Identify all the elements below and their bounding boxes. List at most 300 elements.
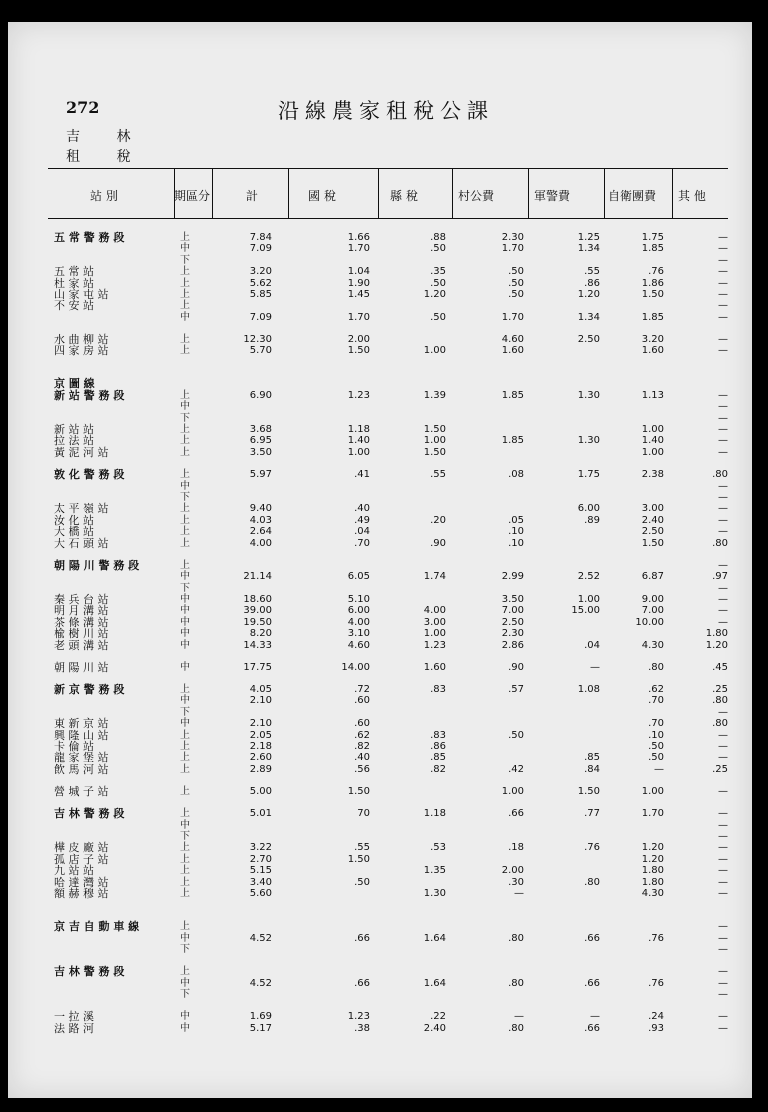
self-defense-fee-cell: 2.50 (641, 526, 664, 538)
period-cell: 上 (180, 966, 190, 978)
county-tax-cell: 1.50 (423, 424, 446, 436)
column-divider (528, 168, 529, 218)
village-fee-cell: .50 (508, 266, 524, 278)
period-cell: 上 (180, 334, 190, 346)
county-tax-cell: .83 (430, 684, 446, 695)
table-row (8, 503, 752, 515)
table-row (8, 334, 752, 346)
national-tax-cell: .70 (354, 537, 370, 549)
other-cell: — (718, 605, 728, 617)
table-row (8, 232, 752, 244)
national-tax-cell: 14.00 (341, 661, 370, 673)
other-cell: — (718, 853, 728, 865)
total-cell: 39.00 (243, 605, 272, 617)
village-fee-cell: .30 (508, 876, 524, 888)
station-name: 孤 店 子 站 (54, 852, 109, 866)
column-divider (452, 168, 453, 218)
county-tax-cell: .53 (430, 842, 446, 854)
military-police-fee-cell: 15.00 (571, 605, 600, 617)
table-row (8, 583, 752, 595)
county-tax-cell: .50 (430, 277, 446, 289)
station-name: 大 石 頭 站 (54, 536, 109, 550)
other-cell: — (718, 831, 728, 843)
county-tax-cell: .82 (430, 763, 446, 775)
station-name: 太 平 嶺 站 (54, 502, 109, 516)
self-defense-fee-cell: 1.00 (641, 446, 664, 458)
total-cell: 5.00 (249, 786, 272, 798)
section-name: 新 京 警 務 段 (54, 683, 125, 696)
total-cell: 4.05 (249, 684, 272, 695)
total-cell: 2.89 (249, 763, 272, 775)
table-row (8, 424, 752, 436)
other-cell: .80 (712, 537, 728, 549)
table-row (8, 786, 752, 798)
period-cell: 上 (180, 741, 190, 752)
total-cell: 8.20 (249, 628, 272, 640)
table-row (8, 492, 752, 504)
station-name: 黃 泥 河 站 (54, 445, 109, 459)
county-tax-cell: 1.30 (423, 888, 446, 900)
military-police-fee-cell: .85 (584, 752, 600, 764)
total-cell: 7.09 (249, 311, 272, 323)
section-name: 五 常 警 務 段 (54, 231, 125, 244)
other-cell: — (718, 593, 728, 605)
other-cell: .25 (712, 684, 728, 695)
period-cell: 上 (180, 446, 190, 458)
other-cell: — (718, 514, 728, 526)
total-cell: 19.50 (243, 616, 272, 628)
other-cell: — (718, 888, 728, 900)
station-name: 飲 馬 河 站 (54, 762, 109, 776)
period-cell: 中 (180, 593, 190, 605)
table-row (8, 481, 752, 493)
other-cell: — (718, 729, 728, 741)
table-row (8, 718, 752, 730)
self-defense-fee-cell: 3.20 (641, 334, 664, 346)
other-cell: 1.80 (705, 628, 728, 640)
village-fee-cell: .50 (508, 729, 524, 741)
self-defense-fee-cell: 1.00 (641, 786, 664, 798)
other-cell: — (718, 266, 728, 278)
national-tax-cell: 6.00 (347, 605, 370, 617)
county-tax-cell: 4.00 (423, 605, 446, 617)
total-cell: 3.50 (249, 446, 272, 458)
period-cell: 中 (180, 628, 190, 640)
period-cell: 上 (180, 389, 190, 401)
national-tax-cell: 1.50 (347, 786, 370, 798)
column-header-total: 計 (246, 189, 259, 203)
village-fee-cell: 2.99 (501, 571, 524, 583)
table-row (8, 617, 752, 629)
national-tax-cell: .82 (354, 741, 370, 752)
station-name: 龍 家 堡 站 (54, 751, 109, 765)
column-header-other: 其 他 (678, 189, 706, 203)
county-tax-cell: .50 (430, 243, 446, 255)
national-tax-cell: 3.10 (347, 628, 370, 640)
military-police-fee-cell: 1.34 (577, 243, 600, 255)
village-fee-cell: .08 (508, 469, 524, 481)
national-tax-cell: .40 (354, 752, 370, 764)
total-cell: 5.62 (249, 277, 272, 289)
other-cell: — (718, 943, 728, 955)
village-fee-cell: .80 (508, 932, 524, 944)
total-cell: 3.22 (249, 842, 272, 854)
national-tax-cell: 1.70 (347, 243, 370, 255)
military-police-fee-cell: .66 (584, 932, 600, 944)
period-cell: 上 (180, 503, 190, 515)
village-fee-cell: 7.00 (501, 605, 524, 617)
self-defense-fee-cell: .70 (648, 695, 664, 707)
military-police-fee-cell: .66 (584, 977, 600, 989)
national-tax-cell: 1.04 (347, 266, 370, 278)
other-cell: — (718, 988, 728, 1000)
total-cell: 2.70 (249, 853, 272, 865)
total-cell: 4.00 (249, 537, 272, 549)
total-cell: 6.90 (249, 389, 272, 401)
military-police-fee-cell: .76 (584, 842, 600, 854)
village-fee-cell: .80 (508, 977, 524, 989)
national-tax-cell: .49 (354, 514, 370, 526)
table-row (8, 571, 752, 583)
national-tax-cell: 1.00 (347, 446, 370, 458)
other-cell: — (718, 966, 728, 978)
village-fee-cell: .42 (508, 763, 524, 775)
other-cell: — (718, 300, 728, 312)
table-row (8, 730, 752, 742)
county-tax-cell: 2.40 (423, 1022, 446, 1034)
period-cell: 上 (180, 763, 190, 775)
period-cell: 上 (180, 289, 190, 300)
station-name: 汝 化 站 (54, 513, 94, 527)
table-row (8, 854, 752, 866)
self-defense-fee-cell: 2.40 (641, 514, 664, 526)
station-name: 楡 樹 川 站 (54, 627, 109, 641)
village-fee-cell: .66 (508, 808, 524, 820)
military-police-fee-cell: .86 (584, 277, 600, 289)
county-tax-cell: .88 (430, 232, 446, 243)
table-row (8, 345, 752, 357)
other-cell: — (718, 254, 728, 266)
military-police-fee-cell: 1.30 (577, 389, 600, 401)
period-cell: 上 (180, 786, 190, 798)
period-cell: 上 (180, 888, 190, 900)
other-cell: — (718, 559, 728, 571)
table-row (8, 515, 752, 527)
self-defense-fee-cell: .50 (648, 741, 664, 752)
section-name: 吉 林 警 務 段 (54, 965, 125, 979)
table-row (8, 243, 752, 255)
total-cell: 2.64 (249, 526, 272, 538)
military-police-fee-cell: 1.30 (577, 435, 600, 447)
table-row (8, 944, 752, 956)
county-tax-cell: 1.64 (423, 932, 446, 944)
total-cell: 14.33 (243, 639, 272, 651)
other-cell: — (718, 401, 728, 413)
period-cell: 上 (180, 277, 190, 289)
village-fee-cell: 2.50 (501, 616, 524, 628)
village-fee-cell: 1.70 (501, 243, 524, 255)
other-cell: .80 (712, 469, 728, 481)
period-cell: 上 (180, 921, 190, 933)
county-tax-cell: .22 (430, 1011, 446, 1023)
self-defense-fee-cell: 1.75 (641, 232, 664, 243)
other-cell: — (718, 616, 728, 628)
total-cell: 3.40 (249, 876, 272, 888)
county-tax-cell: 1.00 (423, 435, 446, 447)
county-tax-cell: .90 (430, 537, 446, 549)
total-cell: 5.70 (249, 345, 272, 357)
other-cell: — (718, 1022, 728, 1034)
period-cell: 中 (180, 1011, 190, 1023)
other-cell: .97 (712, 571, 728, 583)
section-name: 京 吉 自 動 車 線 (54, 920, 140, 934)
county-tax-cell: .85 (430, 752, 446, 764)
military-police-fee-cell: 1.20 (577, 289, 600, 300)
county-tax-cell: 1.60 (423, 661, 446, 673)
county-tax-cell: 1.35 (423, 865, 446, 877)
station-name: 大 橋 站 (54, 525, 94, 539)
table-row (8, 1023, 752, 1035)
period-cell: 下 (180, 582, 190, 594)
village-fee-cell: 1.85 (501, 435, 524, 447)
other-cell: — (718, 808, 728, 820)
military-police-fee-cell: .80 (584, 876, 600, 888)
national-tax-cell: .41 (354, 469, 370, 481)
total-cell: 9.40 (249, 503, 272, 515)
self-defense-fee-cell: 1.85 (641, 311, 664, 323)
station-name: 山 家 屯 站 (54, 288, 109, 301)
self-defense-fee-cell: .10 (648, 729, 664, 741)
period-cell: 上 (180, 424, 190, 436)
period-cell: 下 (180, 943, 190, 955)
village-fee-cell: .10 (508, 537, 524, 549)
total-cell: 7.09 (249, 243, 272, 255)
station-name: 哈 達 灣 站 (54, 875, 109, 889)
national-tax-cell: 1.40 (347, 435, 370, 447)
other-cell: — (718, 412, 728, 424)
period-cell: 上 (180, 469, 190, 481)
self-defense-fee-cell: .93 (648, 1022, 664, 1034)
page-number: 272 (66, 98, 100, 117)
station-name: 法 路 河 (54, 1021, 94, 1035)
station-name: 興 隆 山 站 (54, 728, 109, 742)
period-cell: 上 (180, 526, 190, 538)
self-defense-fee-cell: 1.13 (641, 389, 664, 401)
village-fee-cell: .18 (508, 842, 524, 854)
self-defense-fee-cell: .76 (648, 266, 664, 278)
self-defense-fee-cell: 4.30 (641, 888, 664, 900)
period-cell: 上 (180, 853, 190, 865)
station-name: 樺 皮 廠 站 (54, 841, 109, 855)
national-tax-cell: 1.50 (347, 853, 370, 865)
column-divider (604, 168, 605, 218)
period-cell: 下 (180, 254, 190, 266)
other-cell: — (718, 921, 728, 933)
military-police-fee-cell: .77 (584, 808, 600, 820)
page-title: 沿線農家租稅公課 (278, 99, 494, 123)
period-cell: 下 (180, 988, 190, 1000)
total-cell: 4.52 (249, 932, 272, 944)
other-cell: — (718, 977, 728, 989)
national-tax-cell: .66 (354, 932, 370, 944)
table-row (8, 640, 752, 652)
table-row (8, 989, 752, 1001)
national-tax-cell: .62 (354, 729, 370, 741)
table-row (8, 752, 752, 764)
county-tax-cell: 3.00 (423, 616, 446, 628)
total-cell: 21.14 (243, 571, 272, 583)
column-divider (672, 168, 673, 218)
self-defense-fee-cell: .76 (648, 977, 664, 989)
military-police-fee-cell: — (590, 661, 600, 673)
period-cell: 上 (180, 537, 190, 549)
other-cell: — (718, 480, 728, 492)
total-cell: 5.15 (249, 865, 272, 877)
table-row (8, 842, 752, 854)
station-name: 新 站 站 (54, 423, 94, 437)
subtitle-category: 租 稅 (66, 149, 147, 165)
station-name: 額 赫 穆 站 (54, 887, 109, 901)
other-cell: — (718, 435, 728, 447)
table-row (8, 526, 752, 538)
military-police-fee-cell: 1.00 (577, 593, 600, 605)
column-divider (378, 168, 379, 218)
other-cell: — (718, 334, 728, 346)
other-cell: — (718, 389, 728, 401)
military-police-fee-cell: — (590, 1011, 600, 1023)
self-defense-fee-cell: .24 (648, 1011, 664, 1023)
station-name: 四 家 房 站 (54, 344, 109, 358)
total-cell: 5.60 (249, 888, 272, 900)
county-tax-cell: .35 (430, 266, 446, 278)
national-tax-cell: .56 (354, 763, 370, 775)
other-cell: — (718, 865, 728, 877)
table-top-rule (48, 168, 728, 169)
other-cell: — (718, 876, 728, 888)
column-header-station: 站 別 (90, 189, 118, 203)
village-fee-cell: 2.86 (501, 639, 524, 651)
self-defense-fee-cell: 1.20 (641, 842, 664, 854)
station-name: 一 拉 溪 (54, 1010, 94, 1024)
station-name: 水 曲 柳 站 (54, 333, 109, 347)
table-row (8, 1011, 752, 1023)
column-header-village-fee: 村公費 (458, 189, 495, 203)
other-cell: — (718, 706, 728, 718)
village-fee-cell: .57 (508, 684, 524, 695)
national-tax-cell: .55 (354, 842, 370, 854)
table-row (8, 447, 752, 459)
self-defense-fee-cell: .62 (648, 684, 664, 695)
table-row (8, 469, 752, 481)
self-defense-fee-cell: 1.50 (641, 289, 664, 300)
table-row (8, 312, 752, 324)
period-cell: 中 (180, 977, 190, 989)
station-name: 秦 兵 台 站 (54, 592, 109, 606)
period-cell: 下 (180, 412, 190, 424)
period-cell: 中 (180, 480, 190, 492)
county-tax-cell: 1.64 (423, 977, 446, 989)
period-cell: 中 (180, 639, 190, 651)
period-cell: 下 (180, 831, 190, 843)
table-row (8, 289, 752, 301)
period-cell: 上 (180, 435, 190, 447)
self-defense-fee-cell: 7.00 (641, 605, 664, 617)
national-tax-cell: 1.45 (347, 289, 370, 300)
section-name: 京 圖 線 (54, 377, 95, 391)
table-row (8, 605, 752, 617)
period-cell: 中 (180, 243, 190, 255)
period-cell: 中 (180, 661, 190, 673)
village-fee-cell: — (514, 888, 524, 900)
table-row (8, 707, 752, 719)
self-defense-fee-cell: 1.86 (641, 277, 664, 289)
other-cell: — (718, 424, 728, 436)
total-cell: 7.84 (249, 232, 272, 243)
total-cell: 4.52 (249, 977, 272, 989)
table-row (8, 808, 752, 820)
other-cell: .45 (712, 661, 728, 673)
national-tax-cell: .60 (354, 695, 370, 707)
national-tax-cell: .66 (354, 977, 370, 989)
table-row (8, 764, 752, 776)
village-fee-cell: — (514, 1011, 524, 1023)
self-defense-fee-cell: 4.30 (641, 639, 664, 651)
table-row (8, 865, 752, 877)
self-defense-fee-cell: 1.70 (641, 808, 664, 820)
county-tax-cell: .86 (430, 741, 446, 752)
national-tax-cell: .04 (354, 526, 370, 538)
military-police-fee-cell: 1.25 (577, 232, 600, 243)
section-name: 新 站 警 務 段 (54, 388, 125, 402)
table-row (8, 741, 752, 753)
section-name: 敦 化 警 務 段 (54, 468, 125, 482)
section-name: 吉 林 警 務 段 (54, 807, 125, 821)
other-cell: — (718, 446, 728, 458)
table-row (8, 390, 752, 402)
station-name: 不 安 站 (54, 299, 94, 313)
period-cell: 中 (180, 571, 190, 583)
table-row (8, 255, 752, 267)
military-police-fee-cell: .89 (584, 514, 600, 526)
national-tax-cell: 4.00 (347, 616, 370, 628)
military-police-fee-cell: 1.50 (577, 786, 600, 798)
column-divider (288, 168, 289, 218)
table-row (8, 594, 752, 606)
self-defense-fee-cell: 1.40 (641, 435, 664, 447)
period-cell: 上 (180, 865, 190, 877)
military-police-fee-cell: 2.50 (577, 334, 600, 346)
column-header-national-tax: 國 稅 (308, 189, 336, 203)
table-row (8, 413, 752, 425)
column-header-county-tax: 縣 稅 (390, 189, 418, 203)
station-name: 拉 法 站 (54, 434, 94, 448)
total-cell: 2.10 (249, 695, 272, 707)
other-cell: — (718, 289, 728, 300)
self-defense-fee-cell: 1.60 (641, 345, 664, 357)
total-cell: 6.95 (249, 435, 272, 447)
self-defense-fee-cell: 6.87 (641, 571, 664, 583)
period-cell: 下 (180, 706, 190, 718)
table-row (8, 978, 752, 990)
other-cell: — (718, 582, 728, 594)
other-cell: — (718, 786, 728, 798)
self-defense-fee-cell: — (654, 763, 664, 775)
period-cell: 上 (180, 300, 190, 312)
self-defense-fee-cell: 1.20 (641, 853, 664, 865)
military-police-fee-cell: .55 (584, 266, 600, 278)
other-cell: — (718, 842, 728, 854)
national-tax-cell: .72 (354, 684, 370, 695)
